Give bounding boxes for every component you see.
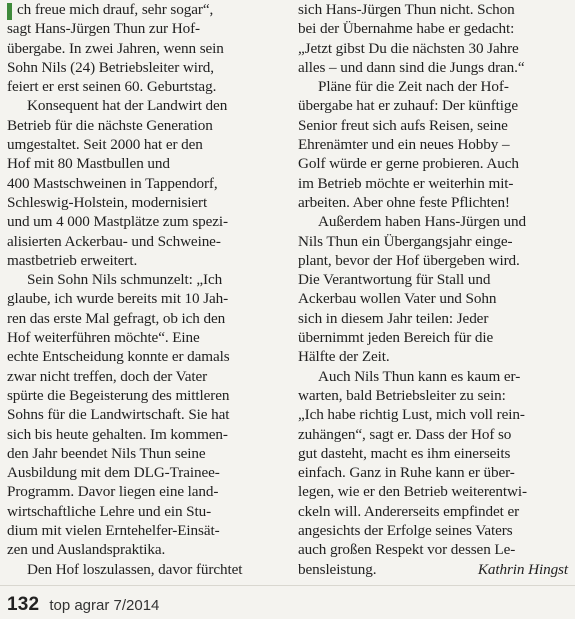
text-line: arbeiten. Aber ohne feste Pflichten! bbox=[298, 193, 510, 211]
text-line: zen und Auslandspraktika. bbox=[7, 541, 166, 559]
text-line: übernimmt jeden Bereich für die bbox=[298, 329, 494, 347]
page-footer bbox=[7, 594, 159, 614]
text-line: ren das erste Mal gefragt, ob ich den bbox=[7, 309, 226, 327]
text-line: spürte die Begeisterung des mittleren bbox=[7, 386, 230, 404]
text-line: Die Verantwortung für Stall und bbox=[298, 271, 491, 289]
footer-divider bbox=[0, 585, 575, 586]
text-line: Hälfte der Zeit. bbox=[298, 348, 390, 366]
text-line: Sohns für die Landwirtschaft. Sie hat bbox=[7, 406, 230, 424]
text-line: Betrieb für die nächste Generation bbox=[7, 116, 213, 134]
text-line: übergabe hat er zuhauf: Der künftige bbox=[298, 97, 519, 115]
text-line: bensleistung. bbox=[298, 560, 377, 578]
author-credit: Kathrin Hingst bbox=[477, 560, 568, 578]
last-line-with-author bbox=[298, 560, 568, 579]
text-line: wirtschaftliche Lehre und ein Stu- bbox=[7, 502, 212, 520]
text-line: sagt Hans-Jürgen Thun zur Hof- bbox=[7, 20, 200, 38]
text-line: Auch Nils Thun kann es kaum er- bbox=[318, 367, 521, 385]
text-line: echte Entscheidung konnte er damals bbox=[7, 348, 230, 366]
text-line: einfach. Ganz in Ruhe kann er über- bbox=[298, 464, 515, 482]
text-line: den Jahr beendet Nils Thun seine bbox=[7, 444, 206, 462]
text-line: mastbetrieb erweitert. bbox=[7, 251, 138, 269]
article-column-right bbox=[298, 0, 568, 579]
text-line: dium mit vielen Erntehelfer-Einsät- bbox=[7, 522, 220, 540]
text-line: Sein Sohn Nils schmunzelt: „Ich bbox=[27, 271, 223, 289]
text-line: und um 4 000 Mastplätze zum spezi- bbox=[7, 213, 228, 231]
text-line: zuhängen“, sagt er. Dass der Hof so bbox=[298, 425, 512, 443]
text-line: Sohn Nils (24) Betriebsleiter wird, bbox=[7, 58, 214, 76]
text-line: Hof mit 80 Mastbullen und bbox=[7, 155, 170, 173]
text-line: alisierten Ackerbau- und Schweine- bbox=[7, 232, 221, 250]
text-line: bei der Übernahme habe er gedacht: bbox=[298, 20, 515, 38]
text-line: sich bis heute gehalten. Im kommen- bbox=[7, 425, 228, 443]
text-line: Ackerbau wollen Vater und Sohn bbox=[298, 290, 497, 308]
text-line: zwar nicht treffen, doch der Vater bbox=[7, 367, 208, 385]
text-line: Ausbildung mit dem DLG-Trainee- bbox=[7, 464, 220, 482]
text-line: Nils Thun ein Übergangsjahr einge- bbox=[298, 232, 513, 250]
article-column-left bbox=[7, 0, 275, 579]
text-line: glaube, ich wurde bereits mit 10 Jah- bbox=[7, 290, 229, 308]
text-line: Ehrenämter und ein neues Hobby – bbox=[298, 136, 510, 154]
text-line: Programm. Davor liegen eine land- bbox=[7, 483, 219, 501]
text-line: warten, bald Betriebsleiter zu sein: bbox=[298, 386, 506, 404]
magazine-issue: top agrar 7/2014 bbox=[49, 597, 160, 614]
text-line: Senior freut sich aufs Reisen, seine bbox=[298, 116, 508, 134]
text-line: auch großen Respekt vor dessen Le- bbox=[298, 541, 516, 559]
text-line: gut dasteht, macht es ihm einerseits bbox=[298, 444, 511, 462]
text-line: „Ich habe richtig Lust, mich voll rein- bbox=[298, 406, 525, 424]
text-line: „Jetzt gibst Du die nächsten 30 Jahre bbox=[298, 39, 519, 57]
text-line: alles – und dann sind die Jungs dran.“ bbox=[298, 58, 525, 76]
page-number: 132 bbox=[7, 594, 40, 615]
text-line: ckeln will. Andererseits empfindet er bbox=[298, 502, 520, 520]
text-line: Den Hof loszulassen, davor fürchtet bbox=[27, 560, 243, 578]
text-line: sich Hans-Jürgen Thun nicht. Schon bbox=[298, 1, 515, 18]
text-line: ch freue mich drauf, sehr sogar“, bbox=[17, 1, 214, 18]
text-line: übergabe. In zwei Jahren, wenn sein bbox=[7, 39, 224, 57]
text-line: Konsequent hat der Landwirt den bbox=[27, 97, 228, 115]
text-line: plant, bevor der Hof übergeben wird. bbox=[298, 251, 520, 269]
text-line: umgestaltet. Seit 2000 hat er den bbox=[7, 136, 203, 154]
text-line: im Betrieb möchte er weiterhin mit- bbox=[298, 174, 514, 192]
text-line: Außerdem haben Hans-Jürgen und bbox=[318, 213, 527, 231]
text-line: legen, wie er den Betrieb weiterentwi- bbox=[298, 483, 527, 501]
text-line: Pläne für die Zeit nach der Hof- bbox=[318, 78, 509, 96]
text-line: sich in diesem Jahr teilen: Jeder bbox=[298, 309, 489, 327]
text-line: Hof weiterführen möchte“. Eine bbox=[7, 329, 200, 347]
text-line: feiert er erst seinen 60. Geburtstag. bbox=[7, 78, 217, 96]
text-line: Golf würde er gerne probieren. Auch bbox=[298, 155, 519, 173]
text-line: angesichts der Erfolge seines Vaters bbox=[298, 522, 513, 540]
text-line: 400 Mastschweinen in Tappendorf, bbox=[7, 174, 218, 192]
text-line: Schleswig-Holstein, modernisiert bbox=[7, 193, 208, 211]
